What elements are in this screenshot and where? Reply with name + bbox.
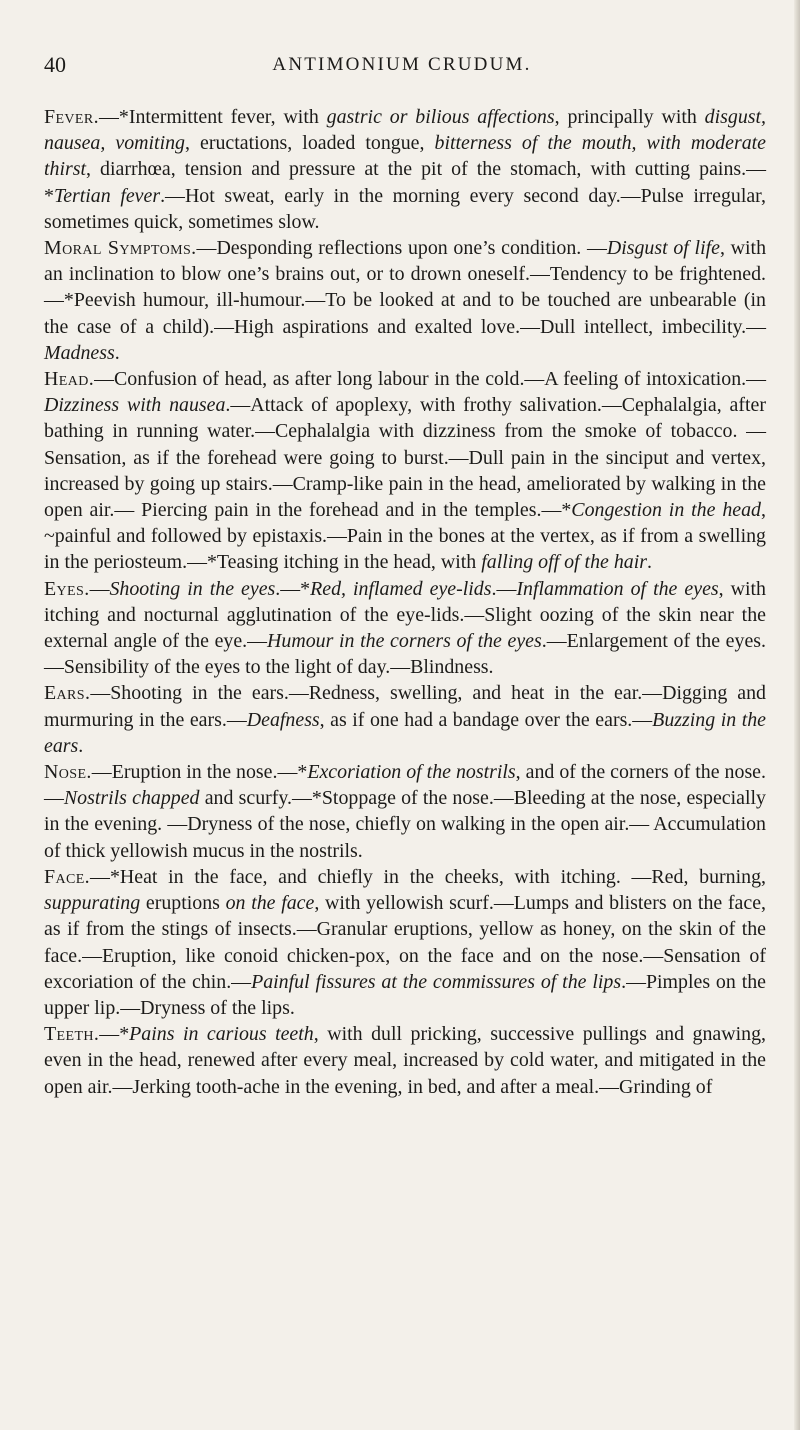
italic-text: Madness [44, 341, 115, 364]
body-text: .—Enlargement of the eyes.—Sensibility of the eyes to the light of day.—Blindness. [44, 630, 767, 679]
body-text: , and of the corners of the nose.— [44, 761, 766, 810]
body-text: , eructations, loaded tongue, [184, 132, 435, 155]
italic-text: Buzzing in the ears [44, 708, 766, 757]
italic-text: Pains in carious teeth [129, 1023, 314, 1046]
page-body [44, 104, 766, 1100]
section-heading: Ears. [44, 682, 91, 705]
body-text: and scurfy.—*Stoppage of the nose.—Bleeding at the nose, especially in the evening. —Dryness of the nose, chiefly on walking in the open air.— Accumulation of thick yellowish mucus in the nostrils. [44, 787, 766, 862]
italic-text: Humour in the corners of the eyes [267, 630, 542, 653]
body-text: , with dull pricking, successive pullings and gnawing, even in the head, renewed after every meal, increased by cold water, and mitigated in the open air.—Jerking tooth-ache in the evening, in bed, and after a meal.—Grinding of [44, 1023, 767, 1098]
section-paragraph [44, 1021, 766, 1100]
italic-text: suppurating [44, 892, 141, 915]
italic-text: Deafness [246, 708, 320, 731]
body-text: . [114, 341, 120, 364]
italic-text: bitterness of the mouth, with moderate thirst [44, 132, 766, 181]
page-header [44, 52, 760, 82]
body-text: , with yellowish scurf.—Lumps and blisters on the face, as if from the stings of insects.—Granular eruptions, yellow as honey, on the skin of the face.—Eruption, like conoid chicken-pox, on the face and on the nose.—Sensation of excoriation of the chin.— [44, 892, 766, 993]
body-text: eruptions [140, 892, 226, 915]
body-text: —Confusion of head, as after long labour in the cold.—A feeling of intoxication.— [94, 368, 766, 391]
section-paragraph [44, 680, 766, 759]
section-paragraph [44, 576, 766, 681]
section-heading: Eyes. [44, 577, 90, 600]
section-heading: Fever. [44, 106, 99, 128]
italic-text: Shooting in the eyes [109, 577, 276, 600]
italic-text: Excoriation of the nostrils [307, 761, 516, 784]
italic-text: Red, inflamed eye-lids [310, 577, 492, 600]
italic-text: gastric or bilious affections [326, 106, 555, 128]
body-text: —* [99, 1023, 130, 1046]
italic-text: Congestion in the head [571, 499, 761, 522]
page-number: 40 [44, 52, 66, 77]
section-paragraph [44, 759, 766, 864]
body-text: .— [491, 577, 517, 600]
italic-text: Tertian fever [53, 184, 161, 207]
body-text: .—Hot sweat, early in the morning every second day.—Pulse irregular, sometimes quick, sometimes slow. [44, 184, 766, 233]
italic-text: Disgust of life [606, 237, 720, 260]
page-edge-shadow [794, 0, 800, 1430]
section-heading: Nose. [44, 761, 92, 784]
body-text: .—Pimples on the upper lip.—Dryness of the lips. [44, 970, 766, 1019]
running-title: ANTIMONIUM CRUDUM. [272, 54, 532, 75]
body-text: , as if one had a bandage over the ears.— [319, 708, 653, 731]
italic-text: falling off of the hair [481, 551, 647, 574]
body-text: , principally with [554, 106, 705, 128]
italic-text: Inflammation of the eyes [516, 577, 719, 600]
section-paragraph [44, 104, 766, 235]
italic-text: Nostrils chapped [63, 787, 200, 810]
body-text: , with itching and nocturnal agglutination of the eye-lids.—Slight oozing of the skin near the external angle of the eye.— [44, 577, 767, 653]
body-text: —Eruption in the nose.—* [91, 761, 308, 784]
body-text: .—Attack of apoplexy, with frothy salivation.—Cephalalgia, after bathing in running water.—Cephalalgia with dizziness from the smoke of tobacco. —Sensation, as if the forehead were going to burst.—Dull pain in the sinciput and vertex, increased by going up stairs.—Cramp-like pain in the head, ameliorated by walking in the open air.— Piercing pain in the forehead and in the temples.—* [44, 394, 766, 522]
section-heading: Teeth. [44, 1023, 100, 1046]
italic-text: Dizziness with nausea [44, 394, 226, 417]
section-heading: Head. [44, 368, 95, 391]
italic-text: Painful fissures at the commissures of the lips [251, 970, 622, 993]
body-text: , diarrhœa, tension and pressure at the pit of the stomach, with cutting pains.—* [44, 158, 766, 207]
body-text: .—* [275, 577, 311, 600]
body-text: —Shooting in the ears.—Redness, swelling, and heat in the ear.—Digging and murmuring in the ears.— [44, 682, 766, 731]
body-text: — [89, 577, 110, 600]
italic-text: disgust, nausea, vomiting [44, 106, 766, 155]
section-paragraph [44, 366, 766, 576]
section-paragraph [44, 864, 766, 1021]
italic-text: on the face [225, 892, 315, 915]
body-text: . [646, 551, 652, 574]
body-text: —*Intermittent fever, with [99, 106, 327, 128]
body-text: . [78, 734, 84, 757]
section-heading: Face. [44, 865, 91, 888]
body-text: —Desponding reflections upon one’s condition. — [196, 237, 607, 260]
body-text: —*Heat in the face, and chiefly in the cheeks, with itching. —Red, burning, [90, 865, 766, 888]
section-paragraph [44, 235, 766, 366]
body-text: , with an inclination to blow one’s brains out, or to drown oneself.—Tendency to be frightened.—*Peevish humour, ill-humour.—To be looked at and to be touched are unbearable (in the case of a child).—High aspirations and exalted love.—Dull intellect, imbecility.— [44, 237, 767, 338]
body-text: , ~painful and followed by epistaxis.—Pain in the bones at the vertex, as if from a swelling in the periosteum.—*Teasing itching in the head, with [44, 499, 766, 574]
section-heading: Moral Symptoms. [44, 237, 197, 260]
